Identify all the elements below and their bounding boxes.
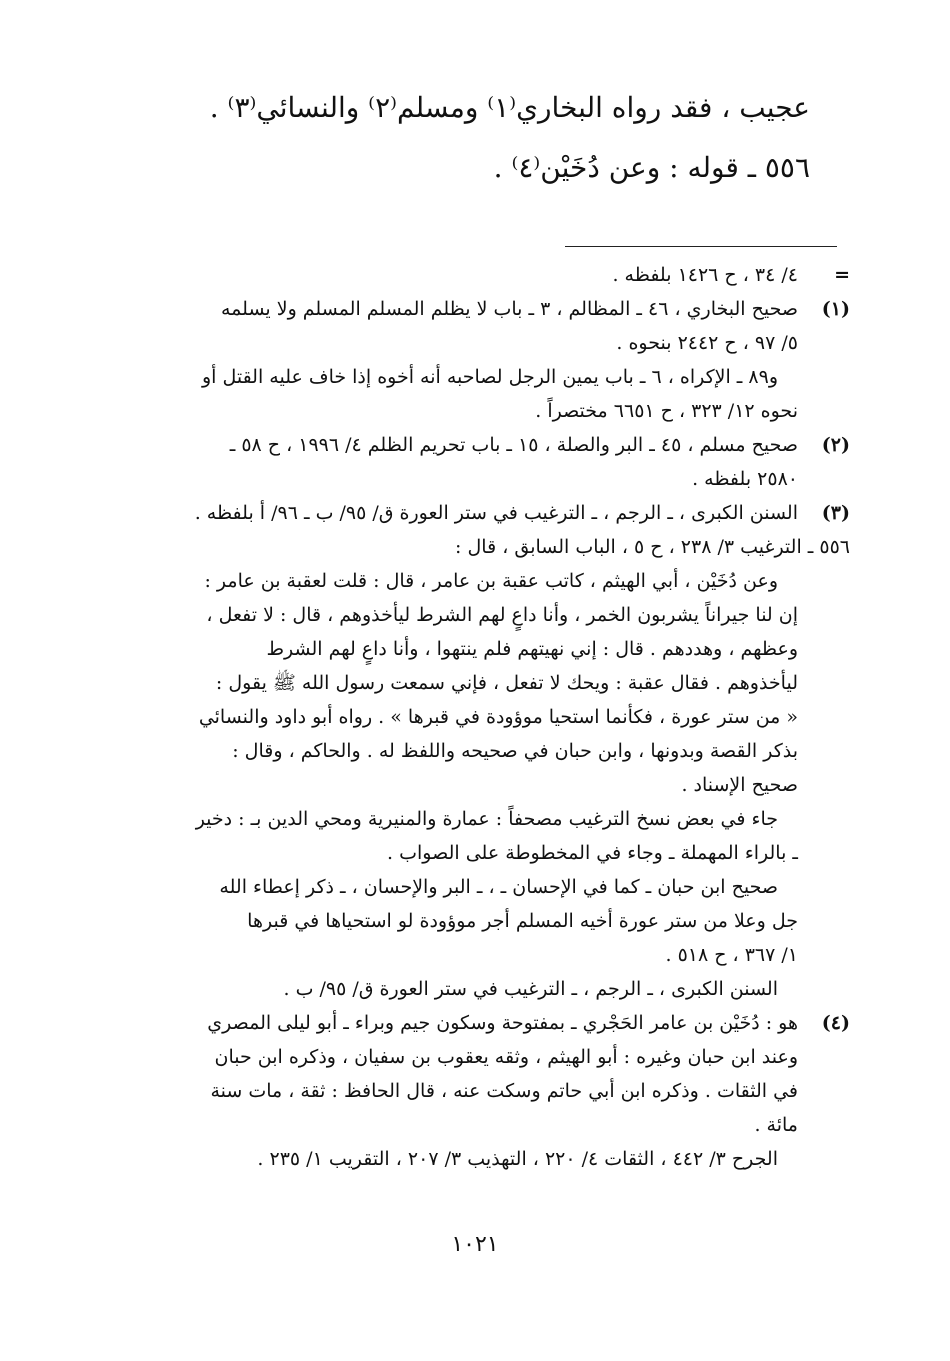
footnote-line: ليأخذوهم . فقال عقبة : ويحك لا تفعل ، فإني سمعت رسول الله ﷺ يقول :: [215, 672, 798, 694]
footnote-number: (٣): [821, 502, 850, 524]
footnote-line: جاء في بعض نسخ الترغيب مصحفاً : عمارة والمنيرية ومحي الدين بـ : دخير: [195, 808, 778, 830]
footnote-subheading: ٥٥٦ ـ الترغيب ٣/ ٢٣٨ ، ح ٥ ، الباب السابق ، قال :: [455, 536, 850, 558]
footnote-line: صحيح مسلم ، ٤٥ ـ البر والصلة ، ١٥ ـ باب تحريم الظلم ٤/ ١٩٩٦ ، ح ٥٨ ـ: [229, 434, 798, 456]
footnote-number: (١): [821, 298, 850, 320]
main-text: [110, 78, 810, 198]
footnotes: [105, 258, 850, 1176]
footnote-line: السنن الكبرى ، ـ الرجم ، ـ الترغيب في ستر العورة ق/ ٩٥/ ب .: [283, 978, 778, 1000]
footnote-line: هو : دُخَيْن بن عامر الحَجْري ـ بمفتوحة وسكون جيم وبراء ـ أبو ليلى المصري: [207, 1012, 798, 1034]
footnote-line: الجرح ٣/ ٤٤٢ ، الثقات ٤/ ٢٢٠ ، التهذيب ٣/ ٢٠٧ ، التقريب ١/ ٢٣٥ .: [257, 1148, 778, 1170]
footnote-line: ـ بالراء المهملة ـ وجاء في المخطوطة على الصواب .: [387, 842, 798, 864]
footnote-line: « من ستر عورة ، فكأنما استحيا موؤودة في قبرها » . رواه أبو داود والنسائي: [198, 706, 798, 728]
footnote-3-para-3: [105, 870, 850, 972]
footnote-number: (٤): [821, 1012, 850, 1034]
footnote-1: [105, 292, 850, 428]
footnote-continuation: [105, 258, 850, 292]
footnote-3-para-4: [105, 972, 850, 1006]
footnote-line: صحيح البخاري ، ٤٦ ـ المظالم ، ٣ ـ باب لا يظلم المسلم المسلم ولا يسلمه: [221, 298, 798, 320]
footnote-3-para-1: [105, 564, 850, 802]
footnote-line: وعظهم ، وهددهم . قال : إني نهيتهم فلم ينتهوا ، وأنا داعٍ لهم الشرط: [266, 638, 798, 660]
footnote-line: السنن الكبرى ، ـ الرجم ، ـ الترغيب في ستر العورة ق/ ٩٥/ ب ـ ٩٦/ أ بلفظه .: [194, 502, 798, 524]
footnote-2: [105, 428, 850, 496]
main-text-line: عجيب ، فقد رواه البخاري⁽١⁾ ومسلم⁽٢⁾ والنسائي⁽٣⁾ .: [209, 91, 810, 124]
main-text-line: ٥٥٦ ـ قوله : وعن دُخَيْن⁽٤⁾ .: [493, 151, 810, 184]
footnote-separator: [565, 246, 837, 247]
footnote-line: جل وعلا من ستر عورة أخيه المسلم أجر موؤودة لو استحياها في قبرها: [247, 910, 798, 932]
continuation-marker: =: [834, 264, 850, 286]
footnote-line: صحيح الإسناد .: [681, 774, 798, 796]
footnote-line: ٥/ ٩٧ ، ح ٢٤٤٢ بنحوه .: [616, 332, 798, 354]
footnote-line: صحيح ابن حبان ـ كما في الإحسان ـ ، ـ البر والإحسان ، ـ ذكر إعطاء الله: [219, 876, 778, 898]
footnote-line: نحوه ١٢/ ٣٢٣ ، ح ٦٦٥١ مختصراً .: [535, 400, 798, 422]
footnote-line: بذكر القصة وبدونها ، وابن حبان في صحيحه واللفظ له . والحاكم ، وقال :: [232, 740, 798, 762]
footnote-3: [105, 496, 850, 530]
footnote-line: وعند ابن حبان وغيره : أبو الهيثم ، وثقه يعقوب بن سفيان ، وذكره ابن حبان: [214, 1046, 798, 1068]
footnote-4: [105, 1006, 850, 1176]
footnote-line: ٢٥٨٠ بلفظه .: [692, 468, 798, 490]
footnote-line: ١/ ٣٦٧ ، ح ٥١٨ .: [665, 944, 798, 966]
footnote-number: (٢): [821, 434, 850, 456]
footnote-line: مائة .: [754, 1114, 798, 1136]
page-number: ١٠٢١: [451, 1232, 499, 1257]
footnote-line: و٨٩ ـ الإكراه ، ٦ ـ باب يمين الرجل لصاحبه أنه أخوه إذا خاف عليه القتل أو: [201, 366, 778, 388]
footnote-line: إن لنا جيراناً يشربون الخمر ، وأنا داعٍ لهم الشرط ليأخذوهم ، قال : لا تفعل ،: [206, 604, 798, 626]
footnote-line: وعن دُخَيْن ، أبي الهيثم ، كاتب عقبة بن عامر ، قال : قلت لعقبة بن عامر :: [204, 570, 778, 592]
footnote-line: ٤/ ٣٤ ، ح ١٤٢٦ بلفظه .: [612, 264, 798, 286]
footnote-line: في الثقات . وذكره ابن أبي حاتم وسكت عنه ، قال الحافظ : ثقة ، مات سنة: [210, 1080, 798, 1102]
footnote-3-para-2: [105, 802, 850, 870]
